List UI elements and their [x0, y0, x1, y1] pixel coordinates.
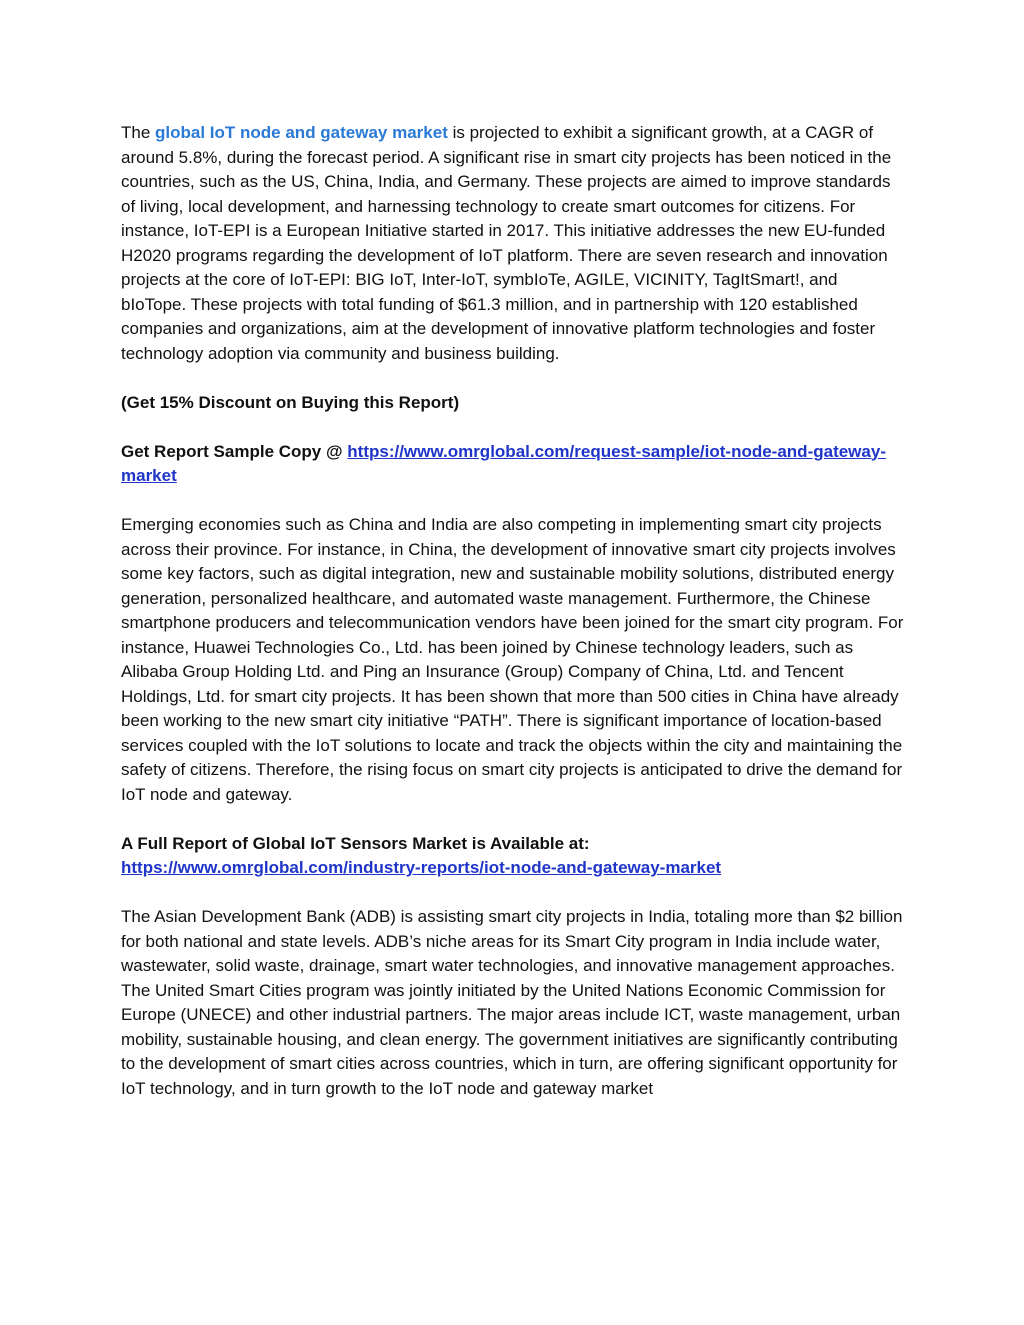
- document-page: [121, 121, 906, 1126]
- sample-copy-link[interactable]: https://www.omrglobal.com/request-sample/iot-node-and-gateway-market: [121, 441, 886, 485]
- sample-copy-label: Get Report Sample Copy @: [121, 441, 348, 461]
- market-highlight: global IoT node and gateway market: [155, 123, 448, 142]
- discount-note: (Get 15% Discount on Buying this Report): [121, 392, 460, 412]
- intro-body: is projected to exhibit a significant growth, at a CAGR of around 5.8%, during the forecast period. A significant rise in smart city projects has been noticed in the countries, such as the US, China, India, and Germany. These projects are aimed to improve standards of living, local development, and harnessing technology to create smart outcomes for citizens. For instance, IoT-EPI is a European Initiative started in 2017. This initiative addresses the new EU-funded H2020 programs regarding the development of IoT platform. There are seven research and innovation projects at the core of IoT-EPI: BIG IoT, Inter-IoT, symbIoTe, AGILE, VICINITY, TagItSmart!, and bIoTope. These projects with total funding of $61.3 million, and in partnership with 120 established companies and organizations, aim at the development of innovative platform technologies and foster technology adoption via community and business building.: [121, 123, 892, 363]
- full-report-label: A Full Report of Global IoT Sensors Market is Available at:: [121, 833, 590, 853]
- emerging-economies-paragraph: Emerging economies such as China and India are also competing in implementing smart city projects across their province. For instance, in China, the development of innovative smart city projects involves some key factors, such as digital integration, new and sustainable mobility solutions, distributed energy generation, personalized healthcare, and automated waste management. Furthermore, the Chinese smartphone producers and telecommunication vendors have been joined for the smart city program. For instance, Huawei Technologies Co., Ltd. has been joined by Chinese technology leaders, such as Alibaba Group Holding Ltd. and Ping an Insurance (Group) Company of China, Ltd. and Tencent Holdings, Ltd. for smart city projects. It has been shown that more than 500 cities in China have already been working to the new smart city initiative “PATH”. There is significant importance of location-based services coupled with the IoT solutions to locate and track the objects within the city and maintaining the safety of citizens. Therefore, the rising focus on smart city projects is anticipated to drive the demand for IoT node and gateway.: [121, 515, 904, 804]
- full-report-link[interactable]: https://www.omrglobal.com/industry-reports/iot-node-and-gateway-market: [121, 858, 722, 877]
- sample-copy-line: [121, 440, 906, 489]
- full-report-line: [121, 832, 906, 881]
- adb-paragraph: The Asian Development Bank (ADB) is assisting smart city projects in India, totaling more than $2 billion for both national and state levels. ADB’s niche areas for its Smart City program in India include water, wastewater, solid waste, drainage, smart water technologies, and innovative management approaches. The United Smart Cities program was jointly initiated by the United Nations Economic Commission for Europe (UNECE) and other industrial partners. The major areas include ICT, waste management, urban mobility, sustainable housing, and clean energy. The government initiatives are significantly contributing to the development of smart cities across countries, which in turn, are offering significant opportunity for IoT technology, and in turn growth to the IoT node and gateway market: [121, 907, 903, 1098]
- intro-prefix: The: [121, 123, 156, 142]
- intro-paragraph: [121, 121, 906, 366]
